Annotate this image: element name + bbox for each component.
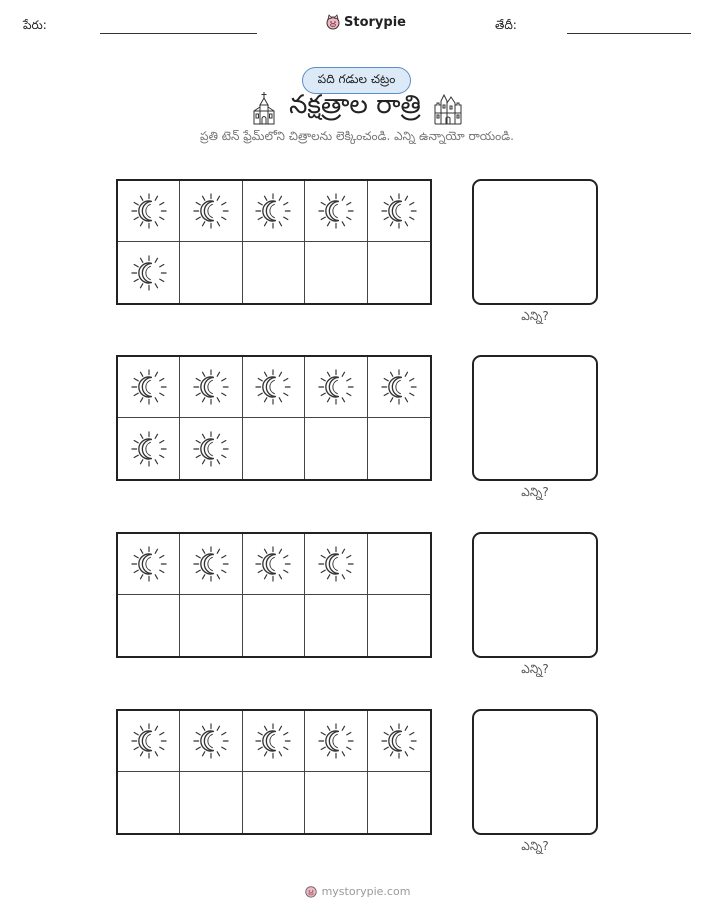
- sun-moon-icon: [317, 722, 355, 760]
- ten-frame-cell: [243, 772, 305, 833]
- answer-box[interactable]: [472, 355, 598, 481]
- date-label: తేదీ:: [495, 18, 517, 32]
- ten-frame-cell: [368, 357, 430, 418]
- how-many-label: ఎన్ని?: [521, 309, 549, 323]
- sun-moon-icon: [130, 192, 168, 230]
- ten-frame-cell: [243, 595, 305, 656]
- sun-moon-icon: [192, 430, 230, 468]
- ten-frame-cell: [118, 418, 180, 479]
- sun-moon-icon: [130, 545, 168, 583]
- ten-frame-cell: [180, 418, 242, 479]
- sun-moon-icon: [192, 722, 230, 760]
- ten-frame-cell: [180, 711, 242, 772]
- ten-frame-cell: [305, 595, 367, 656]
- sun-moon-icon: [130, 368, 168, 406]
- answer-box[interactable]: [472, 709, 598, 835]
- brand-name: Storypie: [344, 14, 406, 30]
- ten-frame: [116, 179, 432, 305]
- ten-frame-cell: [305, 357, 367, 418]
- ten-frame-cell: [368, 711, 430, 772]
- ten-frame: [116, 355, 432, 481]
- ten-frame-cell: [368, 242, 430, 303]
- ten-frame-cell: [243, 181, 305, 242]
- name-label: పేరు:: [23, 18, 47, 32]
- sun-moon-icon: [192, 545, 230, 583]
- name-line[interactable]: [100, 33, 257, 34]
- sun-moon-icon: [317, 368, 355, 406]
- answer-box[interactable]: [472, 179, 598, 305]
- title-row: [0, 88, 714, 128]
- ten-frame: [116, 532, 432, 658]
- ten-frame-cell: [118, 357, 180, 418]
- ten-frame-cell: [305, 534, 367, 595]
- sun-moon-icon: [380, 192, 418, 230]
- ten-frame-cell: [243, 357, 305, 418]
- sun-moon-icon: [317, 192, 355, 230]
- sun-moon-icon: [254, 192, 292, 230]
- church-icon: [251, 91, 277, 125]
- ten-frame-cell: [180, 534, 242, 595]
- pig-mascot-icon: [304, 884, 318, 898]
- how-many-label: ఎన్ని?: [521, 662, 549, 676]
- ten-frame-cell: [305, 418, 367, 479]
- sun-moon-icon: [130, 722, 168, 760]
- ten-frame-cell: [368, 534, 430, 595]
- ten-frame-cell: [118, 595, 180, 656]
- ten-frame-cell: [368, 181, 430, 242]
- sun-moon-icon: [254, 368, 292, 406]
- ten-frame-cell: [118, 242, 180, 303]
- sun-moon-icon: [380, 722, 418, 760]
- answer-box[interactable]: [472, 532, 598, 658]
- pig-mascot-icon: [325, 14, 341, 30]
- instructions: ప్రతి టెన్ ఫ్రేమ్‌లోని చిత్రాలను లెక్కించండి. ఎన్ని ఉన్నాయో రాయండి.: [200, 129, 514, 143]
- ten-frame-cell: [118, 534, 180, 595]
- ten-frame-cell: [305, 772, 367, 833]
- sun-moon-icon: [254, 722, 292, 760]
- ten-frame-cell: [305, 711, 367, 772]
- ten-frame-cell: [180, 357, 242, 418]
- date-line[interactable]: [567, 33, 691, 34]
- ten-frame-cell: [368, 418, 430, 479]
- how-many-label: ఎన్ని?: [521, 485, 549, 499]
- ten-frame-cell: [180, 181, 242, 242]
- footer: [0, 884, 714, 898]
- castle-icon: [433, 91, 463, 125]
- ten-frame-cell: [305, 242, 367, 303]
- sun-moon-icon: [317, 545, 355, 583]
- ten-frame-cell: [243, 242, 305, 303]
- ten-frame-cell: [180, 595, 242, 656]
- ten-frame-cell: [243, 418, 305, 479]
- ten-frame-cell: [305, 181, 367, 242]
- sun-moon-icon: [192, 368, 230, 406]
- ten-frame-cell: [118, 772, 180, 833]
- ten-frame: [116, 709, 432, 835]
- ten-frame-cell: [243, 711, 305, 772]
- worksheet-tag: పది గడుల చట్రం: [302, 67, 411, 94]
- sun-moon-icon: [192, 192, 230, 230]
- ten-frame-cell: [180, 772, 242, 833]
- sun-moon-icon: [130, 254, 168, 292]
- brand-logo: [325, 12, 406, 32]
- sun-moon-icon: [380, 368, 418, 406]
- how-many-label: ఎన్ని?: [521, 839, 549, 853]
- ten-frame-cell: [180, 242, 242, 303]
- ten-frame-cell: [368, 595, 430, 656]
- worksheet-title: నక్షత్రాల రాత్రి: [289, 90, 421, 120]
- ten-frame-cell: [118, 181, 180, 242]
- ten-frame-cell: [243, 534, 305, 595]
- ten-frame-cell: [368, 772, 430, 833]
- footer-url: mystorypie.com: [321, 884, 411, 898]
- sun-moon-icon: [254, 545, 292, 583]
- ten-frame-cell: [118, 711, 180, 772]
- sun-moon-icon: [130, 430, 168, 468]
